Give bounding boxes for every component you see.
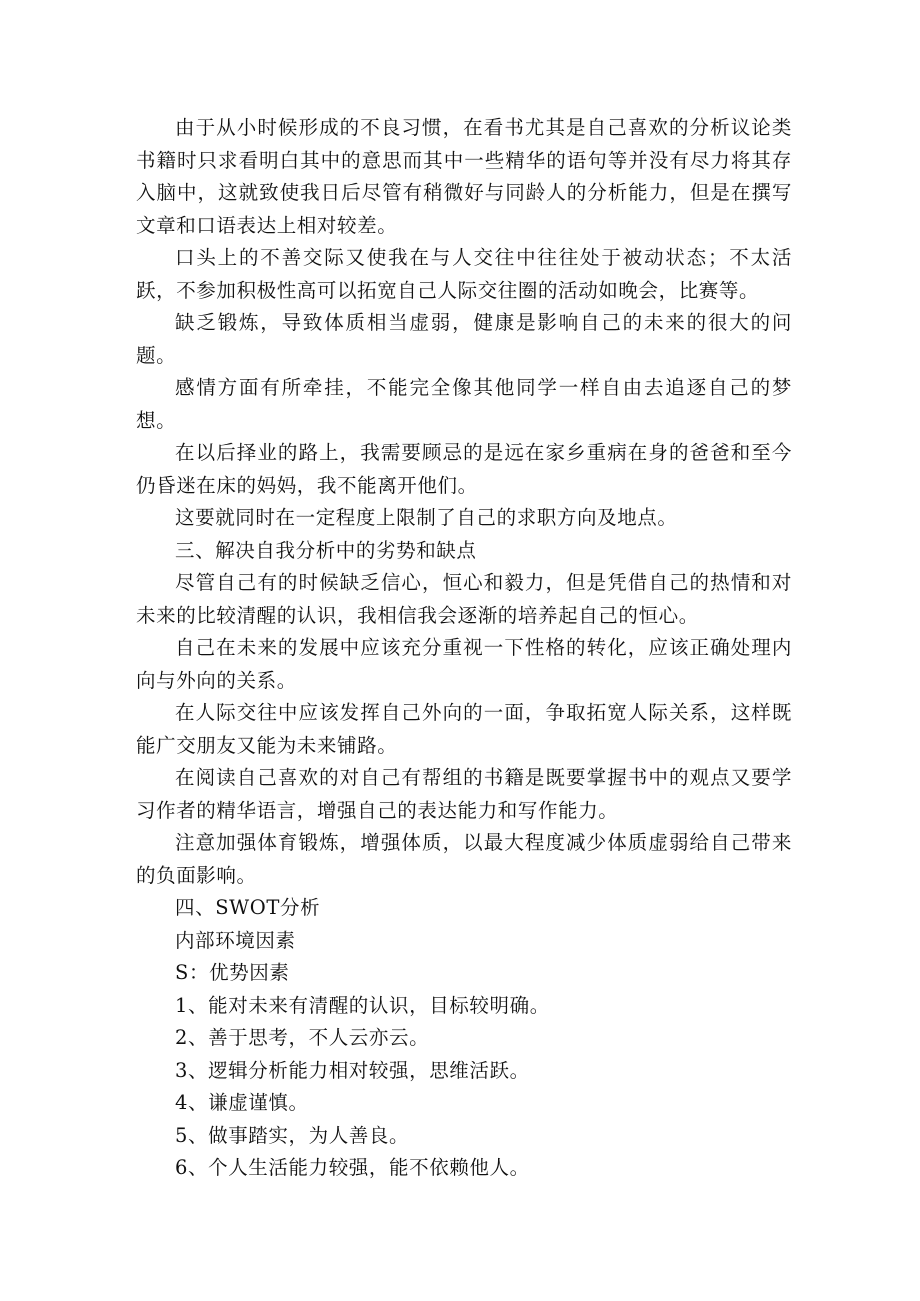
section-heading-swot: 四、SWOT分析 xyxy=(175,896,321,919)
list-item-strength-1: 1、能对未来有清醒的认识，目标较明确。 xyxy=(175,993,550,1017)
paragraph-personality-change: 自己在未来的发展中应该充分重视一下性格的转化，应该正确处理内向与外向的关系。 xyxy=(136,636,792,692)
paragraph-bad-reading-habit: 由于从小时候形成的不良习惯，在看书尤其是自己喜欢的分析议论类书籍时只求看明白其中的意思而其中一些精华的语句等并没有尽力将其存入脑中，这就致使我日后尽管有稍微好与同龄人的分析能力，但是在撰写文章和口语表达上相对较差。 xyxy=(136,116,792,237)
paragraph-career-constraints: 在以后择业的路上，我需要顾忌的是远在家乡重病在身的爸爸和至今仍昏迷在床的妈妈，我不能离开他们。 xyxy=(136,441,792,497)
list-item-strength-4: 4、谦虚谨慎。 xyxy=(175,1091,309,1114)
paragraph-reading-improvement: 在阅读自己喜欢的对自己有帮组的书籍是既要掌握书中的观点又要学习作者的精华语言，增强自己的表达能力和写作能力。 xyxy=(136,766,792,822)
paragraph-build-perseverance: 尽管自己有的时候缺乏信心，恒心和毅力，但是凭借自己的热情和对未来的比较清醒的认识，我相信我会逐渐的培养起自己的恒心。 xyxy=(136,571,792,627)
paragraph-poor-social-skills: 口头上的不善交际又使我在与人交往中往往处于被动状态；不太活跃，不参加积极性高可以拓宽自己人际交往圈的活动如晚会，比赛等。 xyxy=(136,246,792,302)
paragraph-emotional-ties: 感情方面有所牵挂，不能完全像其他同学一样自由去追逐自己的梦想。 xyxy=(136,376,792,432)
subheading-internal-factors: 内部环境因素 xyxy=(175,928,296,952)
list-item-strength-6: 6、个人生活能力较强，能不依赖他人。 xyxy=(175,1156,530,1179)
list-item-strength-2: 2、善于思考，不人云亦云。 xyxy=(175,1026,430,1049)
paragraph-expand-network: 在人际交往中应该发挥自己外向的一面，争取拓宽人际关系，这样既能广交朋友又能为未来铺路。 xyxy=(136,701,792,757)
list-item-strength-3: 3、逻辑分析能力相对较强，思维活跃。 xyxy=(175,1058,530,1082)
paragraph-physical-training: 注意加强体育锻炼，增强体质，以最大程度减少体质虚弱给自己带来的负面影响。 xyxy=(136,831,792,887)
paragraph-job-location-limit: 这要就同时在一定程度上限制了自己的求职方向及地点。 xyxy=(175,506,678,529)
section-heading-solutions: 三、解决自我分析中的劣势和缺点 xyxy=(175,538,477,562)
list-item-strength-5: 5、做事踏实，为人善良。 xyxy=(175,1123,410,1147)
subheading-strengths: S：优势因素 xyxy=(175,961,290,984)
document-body xyxy=(136,112,792,1185)
paragraph-lack-of-exercise: 缺乏锻炼，导致体质相当虚弱，健康是影响自己的未来的很大的问题。 xyxy=(136,311,792,367)
